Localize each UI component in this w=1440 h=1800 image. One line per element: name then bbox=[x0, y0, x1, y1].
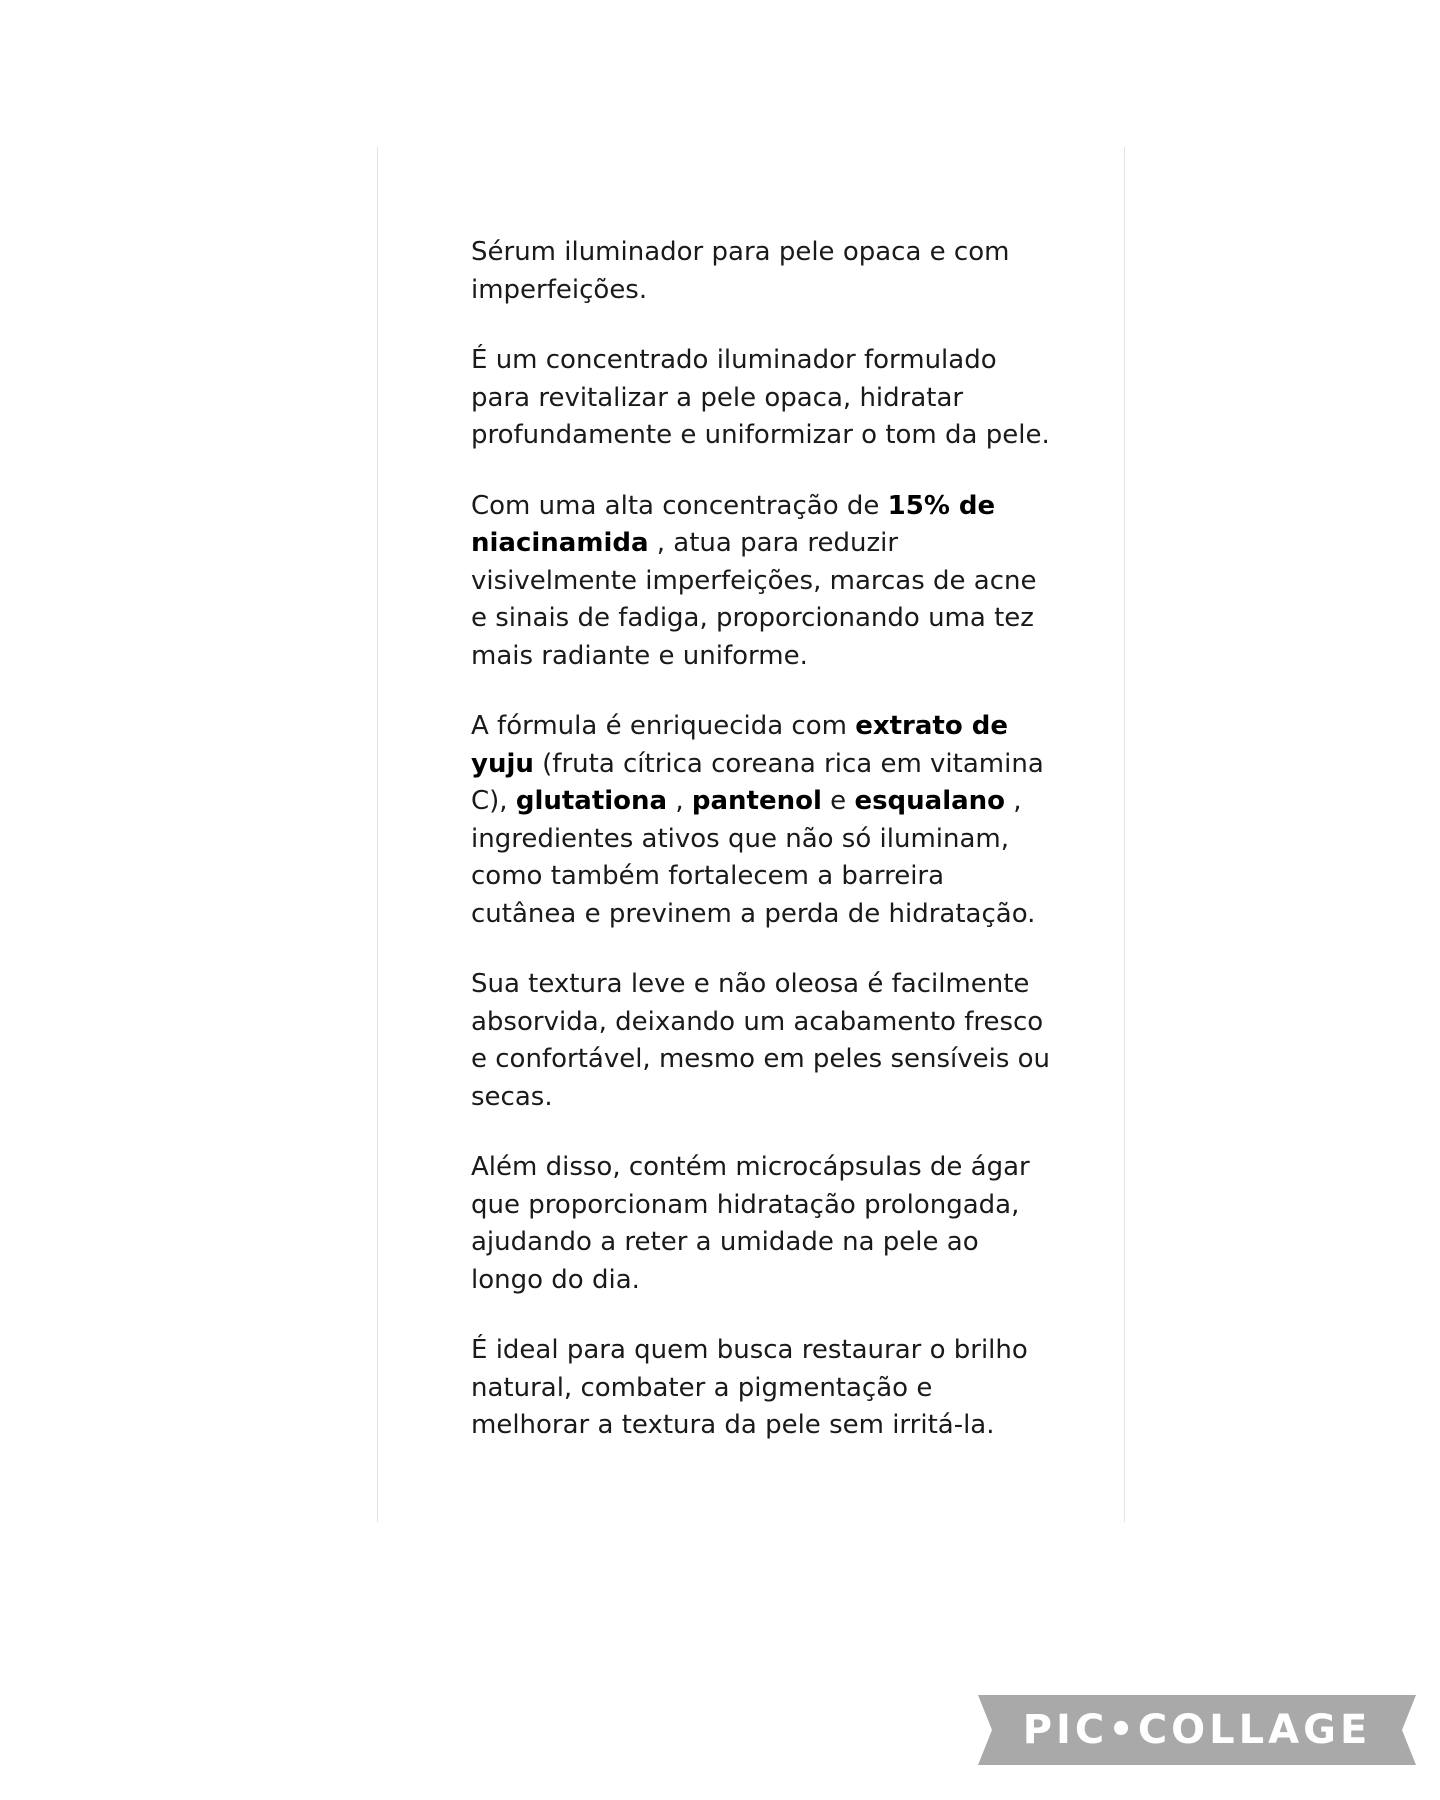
highlight-pantenol: pantenol bbox=[691, 786, 822, 816]
highlight-glutationa: glutationa bbox=[515, 786, 668, 816]
text-segment: , atua para reduzir visivelmente imperfeições, marcas de acne e sinais de fadiga, proporcionando uma tez mais radiante e uniforme. bbox=[471, 528, 1037, 671]
highlight-esqualano: esqualano bbox=[854, 786, 1006, 816]
paragraph-ingredients bbox=[471, 708, 1051, 933]
text-segment: (fruta cítrica coreana rica em vitamina C), bbox=[471, 748, 1044, 816]
text-segment: , ingredientes ativos que não só iluminam, como também fortalecem a barreira cutânea e previnem a perda de hidratação. bbox=[471, 786, 1036, 929]
paragraph-texture: Sua textura leve e não oleosa é facilmente absorvida, deixando um acabamento fresco e confortável, mesmo em peles sensíveis ou secas. bbox=[471, 969, 1051, 1112]
text-segment: A fórmula é enriquecida com bbox=[471, 711, 856, 741]
highlight-yuju: extrato de yuju bbox=[471, 711, 1009, 779]
pic-collage-watermark bbox=[978, 1695, 1416, 1765]
paragraph-intro: Sérum iluminador para pele opaca e com imperfeições. bbox=[471, 237, 1010, 305]
watermark-text: PIC•COLLAGE bbox=[1022, 1707, 1372, 1753]
product-description bbox=[471, 234, 1051, 1478]
text-segment: Com uma alta concentração de bbox=[471, 490, 888, 521]
paragraph-microcapsules: Além disso, contém microcápsulas de ágar que proporcionam hidratação prolongada, ajudando a reter a umidade na pele ao longo do dia. bbox=[471, 1152, 1030, 1295]
text-segment: e bbox=[821, 786, 855, 816]
content-panel bbox=[377, 147, 1125, 1522]
paragraph-ideal-for: É ideal para quem busca restaurar o brilho natural, combater a pigmentação e melhorar a textura da pele sem irritá-la. bbox=[471, 1335, 1028, 1440]
highlight-niacinamide: 15% de niacinamida bbox=[471, 490, 996, 558]
paragraph-overview: É um concentrado iluminador formulado para revitalizar a pele opaca, hidratar profundamente e uniformizar o tom da pele. bbox=[471, 345, 1050, 450]
text-segment: , bbox=[667, 786, 692, 816]
paragraph-niacinamide bbox=[471, 488, 1051, 676]
